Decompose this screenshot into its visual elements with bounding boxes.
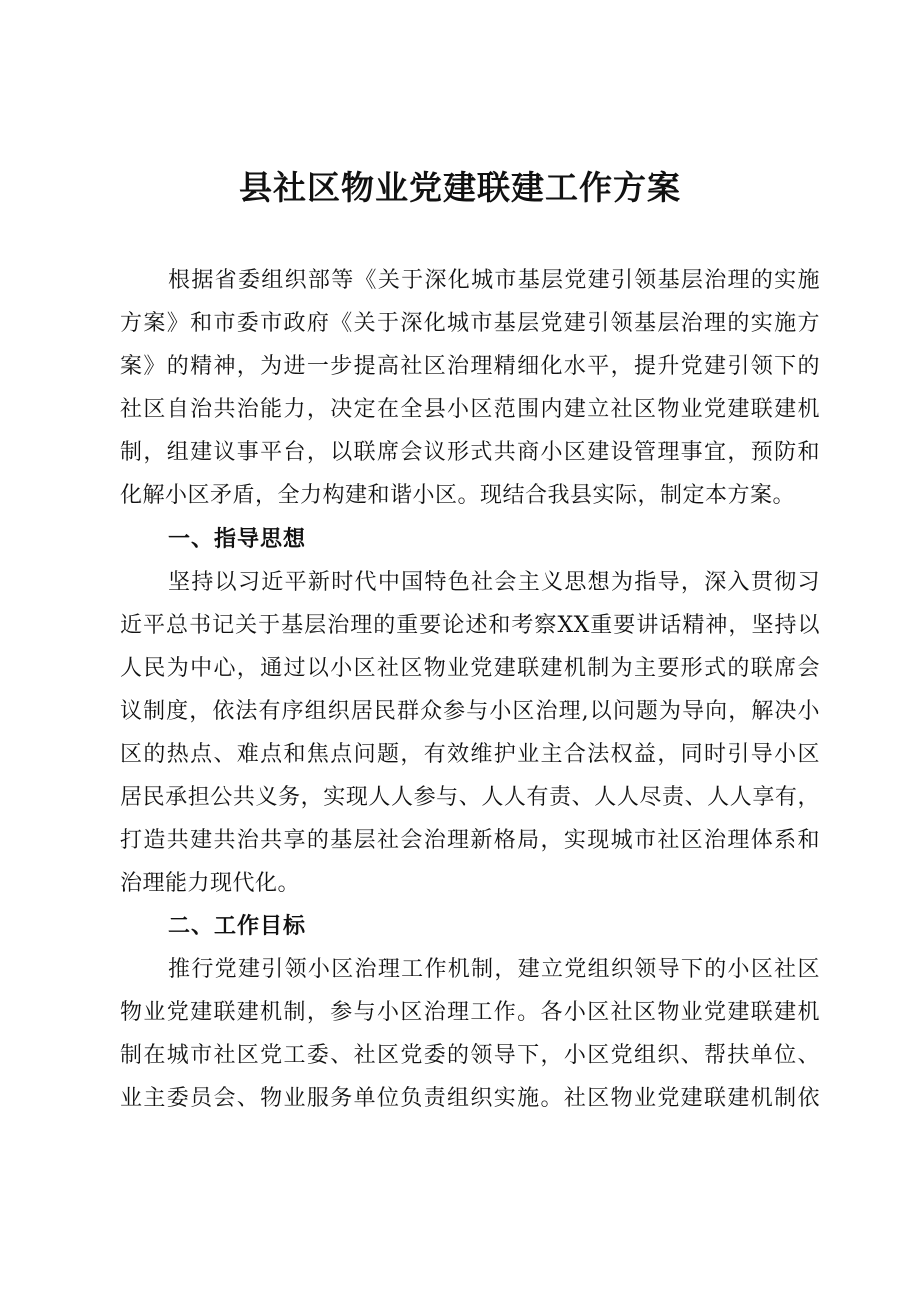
intro-line: 化解小区矛盾，全力构建和谐小区。现结合我县实际，制定本方案。 xyxy=(120,483,796,508)
section1-line: 近平总书记关于基层治理的重要论述和考察XX重要讲话精神，坚持以 xyxy=(120,613,820,638)
intro-line: 社区自治共治能力，决定在全县小区范围内建立社区物业党建联建机 xyxy=(120,397,820,422)
section2-line: 业主委员会、物业服务单位负责组织实施。社区物业党建联建机制依 xyxy=(120,1086,820,1111)
section1-line: 议制度，依法有序组织居民群众参与小区治理,以问题为导向，解决小 xyxy=(120,699,820,724)
section2-line: 推行党建引领小区治理工作机制，建立党组织领导下的小区社区 xyxy=(168,957,820,982)
section1-line: 坚持以习近平新时代中国特色社会主义思想为指导，深入贯彻习 xyxy=(168,570,820,595)
intro-line: 案》的精神，为进一步提高社区治理精细化水平，提升党建引领下的 xyxy=(120,354,820,379)
section1-line: 人民为中心，通过以小区社区物业党建联建机制为主要形式的联席会 xyxy=(120,656,820,681)
section1-line: 居民承担公共义务，实现人人参与、人人有责、人人尽责、人人享有， xyxy=(120,785,820,810)
intro-line: 方案》和市委市政府《关于深化城市基层党建引领基层治理的实施方 xyxy=(120,311,820,336)
intro-line: 根据省委组织部等《关于深化城市基层党建引领基层治理的实施 xyxy=(168,268,820,293)
section2-paragraph xyxy=(120,948,820,1120)
section2-line: 制在城市社区党工委、社区党委的领导下，小区党组织、帮扶单位、 xyxy=(120,1043,820,1068)
section1-line: 治理能力现代化。 xyxy=(120,871,301,896)
section1-line: 打造共建共治共享的基层社会治理新格局，实现城市社区治理体系和 xyxy=(120,828,820,853)
intro-line: 制，组建议事平台，以联席会议形式共商小区建设管理事宜，预防和 xyxy=(120,440,820,465)
section1-heading: 一、指导思想 xyxy=(168,527,307,552)
intro-paragraph xyxy=(120,259,820,517)
document-title: 县社区物业党建联建工作方案 xyxy=(239,168,681,207)
section2-heading: 二、工作目标 xyxy=(168,914,307,939)
section2-line: 物业党建联建机制，参与小区治理工作。各小区社区物业党建联建机 xyxy=(120,1000,820,1025)
section1-paragraph xyxy=(120,561,820,905)
section1-line: 区的热点、难点和焦点问题，有效维护业主合法权益，同时引导小区 xyxy=(120,742,820,767)
